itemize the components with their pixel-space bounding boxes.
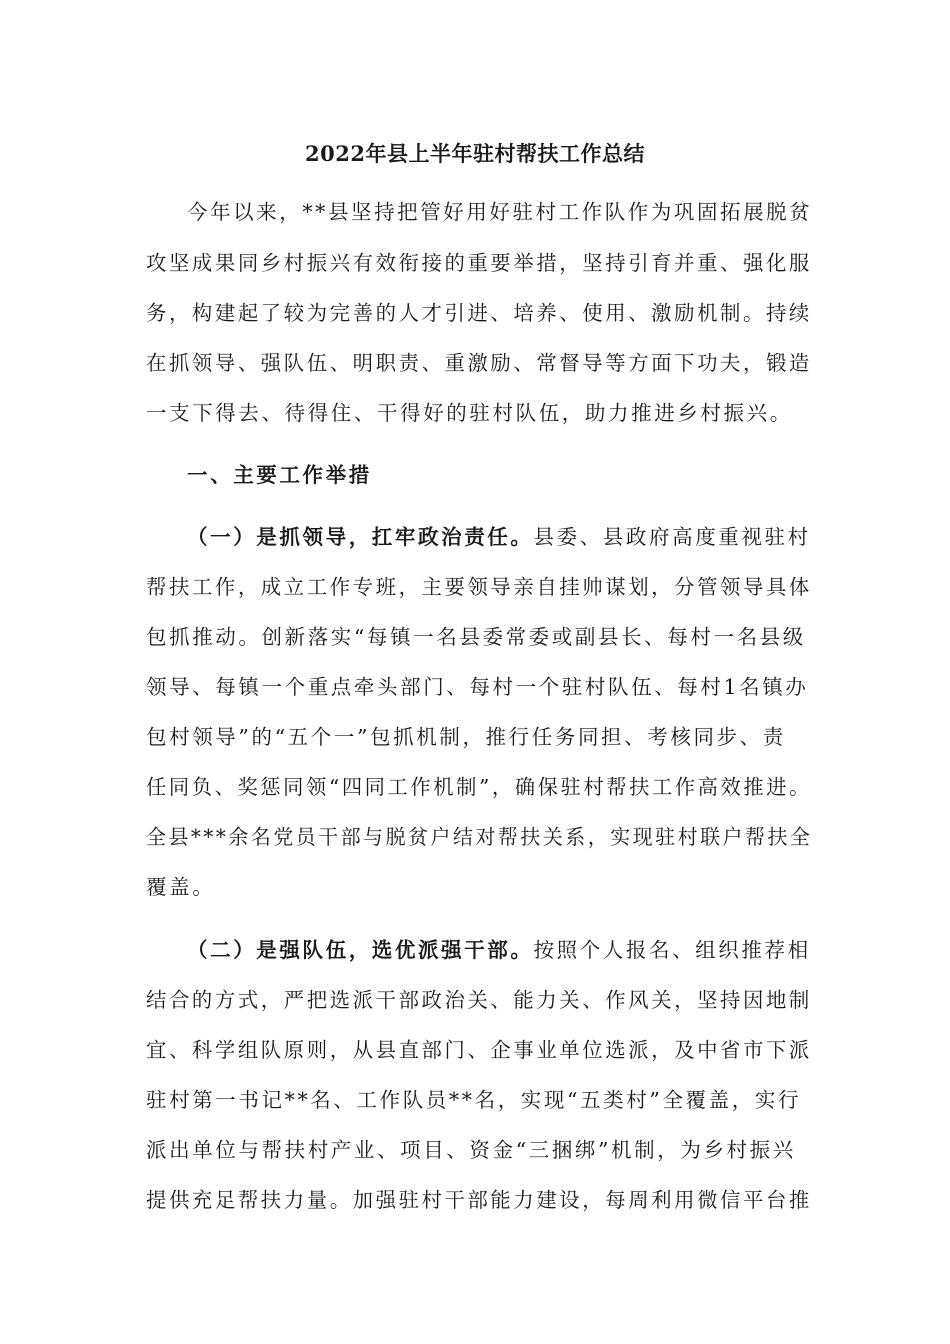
item2-line-3: 宜、科学组队原则，从县直部门、企事业单位选派，及中省市下派 [146,1038,812,1062]
item2-lead: （二）是强队伍，选优派强干部。 [187,938,534,962]
item2-line-2: 结合的方式，严把选派干部政治关、能力关、作风关，坚持因地制 [146,988,812,1012]
item1-line-8: 覆盖。 [146,875,216,899]
intro-line-4: 在抓领导、强队伍、明职责、重激励、常督导等方面下功夫，锻造 [146,351,812,375]
intro-line-1: 今年以来，**县坚持把管好用好驻村工作队作为巩固拓展脱贫 [187,200,813,224]
item1-first-line [187,522,811,552]
item2-first-line [187,935,811,965]
item1-line-4: 领导、每镇一个重点牵头部门、每村一个驻村队伍、每村1名镇办 [146,675,809,699]
item1-line-7: 全县***余名党员干部与脱贫户结对帮扶关系，实现驻村联户帮扶全 [146,825,813,849]
item1-line-5: 包村领导”的“五个一”包抓机制，推行任务同担、考核同步、责 [146,725,786,749]
item1-first-rest: 县委、县政府高度重视驻村 [533,525,811,549]
item1-line-6: 任同负、奖惩同领“四同工作机制”，确保驻村帮扶工作高效推进。 [146,775,812,799]
item2-line-4: 驻村第一书记**名、工作队员**名，实现“五类村”全覆盖，实行 [146,1088,802,1112]
item1-lead: （一）是抓领导，扛牢政治责任。 [187,525,534,549]
intro-line-3: 务，构建起了较为完善的人才引进、培养、使用、激励机制。持续 [146,301,812,325]
item1-line-2: 帮扶工作，成立工作专班，主要领导亲自挂帅谋划，分管领导具体 [146,575,812,599]
intro-line-2: 攻坚成果同乡村振兴有效衔接的重要举措，坚持引育并重、强化服 [146,251,812,275]
intro-line-5: 一支下得去、待得住、干得好的驻村队伍，助力推进乡村振兴。 [146,401,793,425]
item2-line-6: 提供充足帮扶力量。加强驻村干部能力建设，每周利用微信平台推 [146,1188,812,1212]
item1-line-3: 包抓推动。创新落实“每镇一名县委常委或副县长、每村一名县级 [146,625,806,649]
section-heading-1: 一、主要工作举措 [187,463,372,487]
item2-line-5: 派出单位与帮扶村产业、项目、资金“三捆绑”机制，为乡村振兴 [146,1138,796,1162]
document-title: 2022年县上半年驻村帮扶工作总结 [305,141,645,166]
item2-first-rest: 按照个人报名、组织推荐相 [533,938,811,962]
